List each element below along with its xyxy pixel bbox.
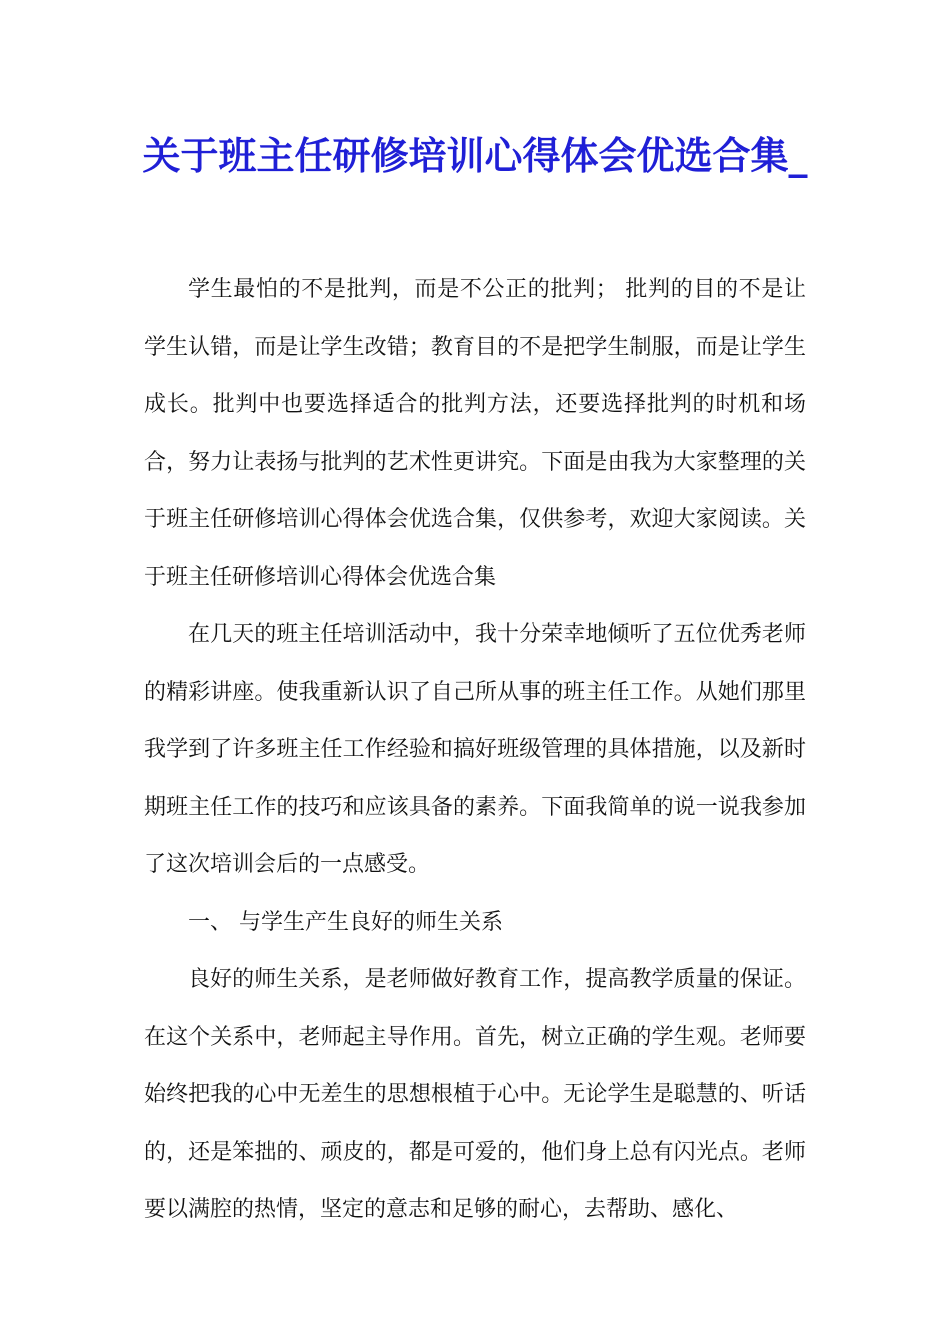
paragraph-intro: 学生最怕的不是批判，而是不公正的批判； 批判的目的不是让学生认错，而是让学生改错；教育目的不是把学生制服，而是让学生成长。批判中也要选择适合的批判方法，还要选择批判的时机和场合，努力让表扬与批判的艺术性更讲究。下面是由我为大家整理的关于班主任研修培训心得体会优选合集，仅供参考，欢迎大家阅读。关于班主任研修培训心得体会优选合集 [144,277,806,590]
paragraph-relationship: 良好的师生关系，是老师做好教育工作，提高教学质量的保证。在这个关系中，老师起主导作用。首先，树立正确的学生观。老师要始终把我的心中无差生的思想根植于心中。无论学生是聪慧的、听话的，还是笨拙的、顽皮的，都是可爱的，他们身上总有闪光点。老师要以满腔的热情，坚定的意志和足够的耐心，去帮助、感化、 [144,967,806,1222]
document-title: 关于班主任研修培训心得体会优选合集_ [142,133,808,178]
section-heading-1: 一、 与学生产生良好的师生关系 [188,909,503,935]
document-body [144,261,806,1239]
paragraph-training: 在几天的班主任培训活动中，我十分荣幸地倾听了五位优秀老师的精彩讲座。使我重新认识了自己所从事的班主任工作。从她们那里我学到了许多班主任工作经验和搞好班级管理的具体措施，以及新时期班主任工作的技巧和应该具备的素养。下面我简单的说一说我参加了这次培训会后的一点感受。 [144,622,806,877]
